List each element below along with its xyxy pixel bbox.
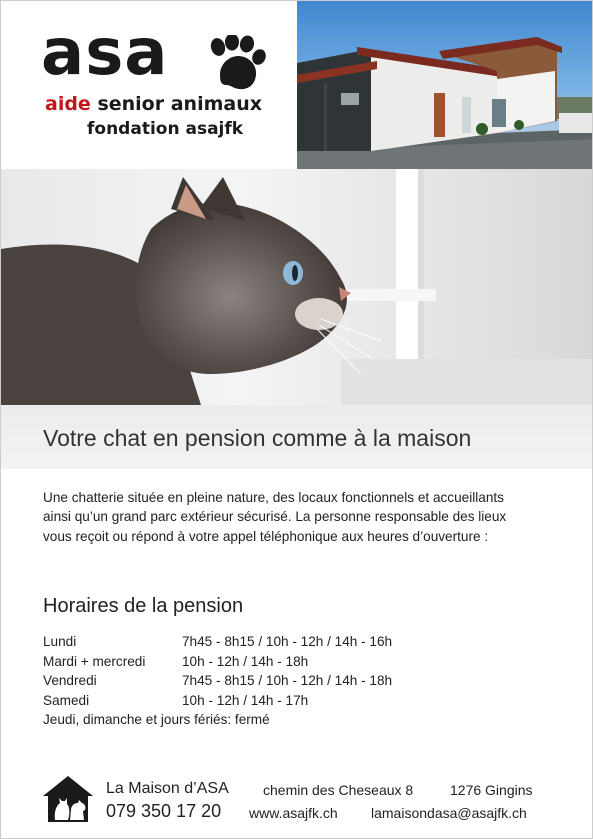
- hours-time: 10h - 12h / 14h - 18h: [182, 653, 309, 669]
- hours-closed: Jeudi, dimanche et jours fériés: fermé: [43, 712, 270, 727]
- house-pets-icon: [41, 774, 95, 824]
- logo-tagline-accent: aide: [45, 93, 91, 115]
- footer-name: La Maison d’ASA: [106, 780, 229, 797]
- footer-phone[interactable]: 079 350 17 20: [106, 801, 222, 821]
- banner-title: Votre chat en pension comme à la maison: [43, 425, 472, 451]
- intro-paragraph: Une chatterie située en pleine nature, des locaux fonctionnels et accueillants ainsi qu’un grand parc extérieur sécurisé. La personne responsable des lieux vous reçoit ou répond à votre appel téléphonique aux heures d’ouverture :: [43, 490, 507, 544]
- hours-time: 7h45 - 8h15 / 10h - 12h / 14h - 18h: [182, 673, 393, 688]
- hours-table: [43, 632, 392, 730]
- hours-row: [43, 652, 392, 672]
- hours-day: Mardi + mercredi: [43, 653, 146, 669]
- hours-time: 10h - 12h / 14h - 17h: [182, 692, 309, 708]
- logo-tagline-rest: senior animaux: [90, 93, 262, 115]
- hours-day: Samedi: [43, 692, 90, 708]
- paw-icon: [206, 35, 268, 93]
- building-photo: [297, 1, 593, 169]
- footer-city: 1276 Gingins: [450, 782, 533, 798]
- hours-day: Vendredi: [43, 673, 97, 688]
- footer-email-link[interactable]: lamaisondasa@asajfk.ch: [371, 805, 527, 821]
- logo-wordmark: asa: [41, 16, 169, 90]
- hours-row: [43, 691, 392, 711]
- logo-tagline: [45, 93, 262, 115]
- cat-photo: [1, 169, 593, 405]
- hours-time: 7h45 - 8h15 / 10h - 12h / 14h - 16h: [182, 634, 393, 649]
- footer-street: chemin des Cheseaux 8: [263, 782, 414, 798]
- hours-day: Lundi: [43, 634, 77, 649]
- hours-row: [43, 632, 392, 652]
- intro-text: [43, 488, 513, 546]
- logo-area: [1, 1, 297, 169]
- hours-row: [43, 671, 392, 691]
- hours-title: Horaires de la pension: [43, 595, 244, 617]
- logo-foundation: fondation asajfk: [87, 119, 244, 139]
- footer-website-link[interactable]: www.asajfk.ch: [249, 805, 338, 821]
